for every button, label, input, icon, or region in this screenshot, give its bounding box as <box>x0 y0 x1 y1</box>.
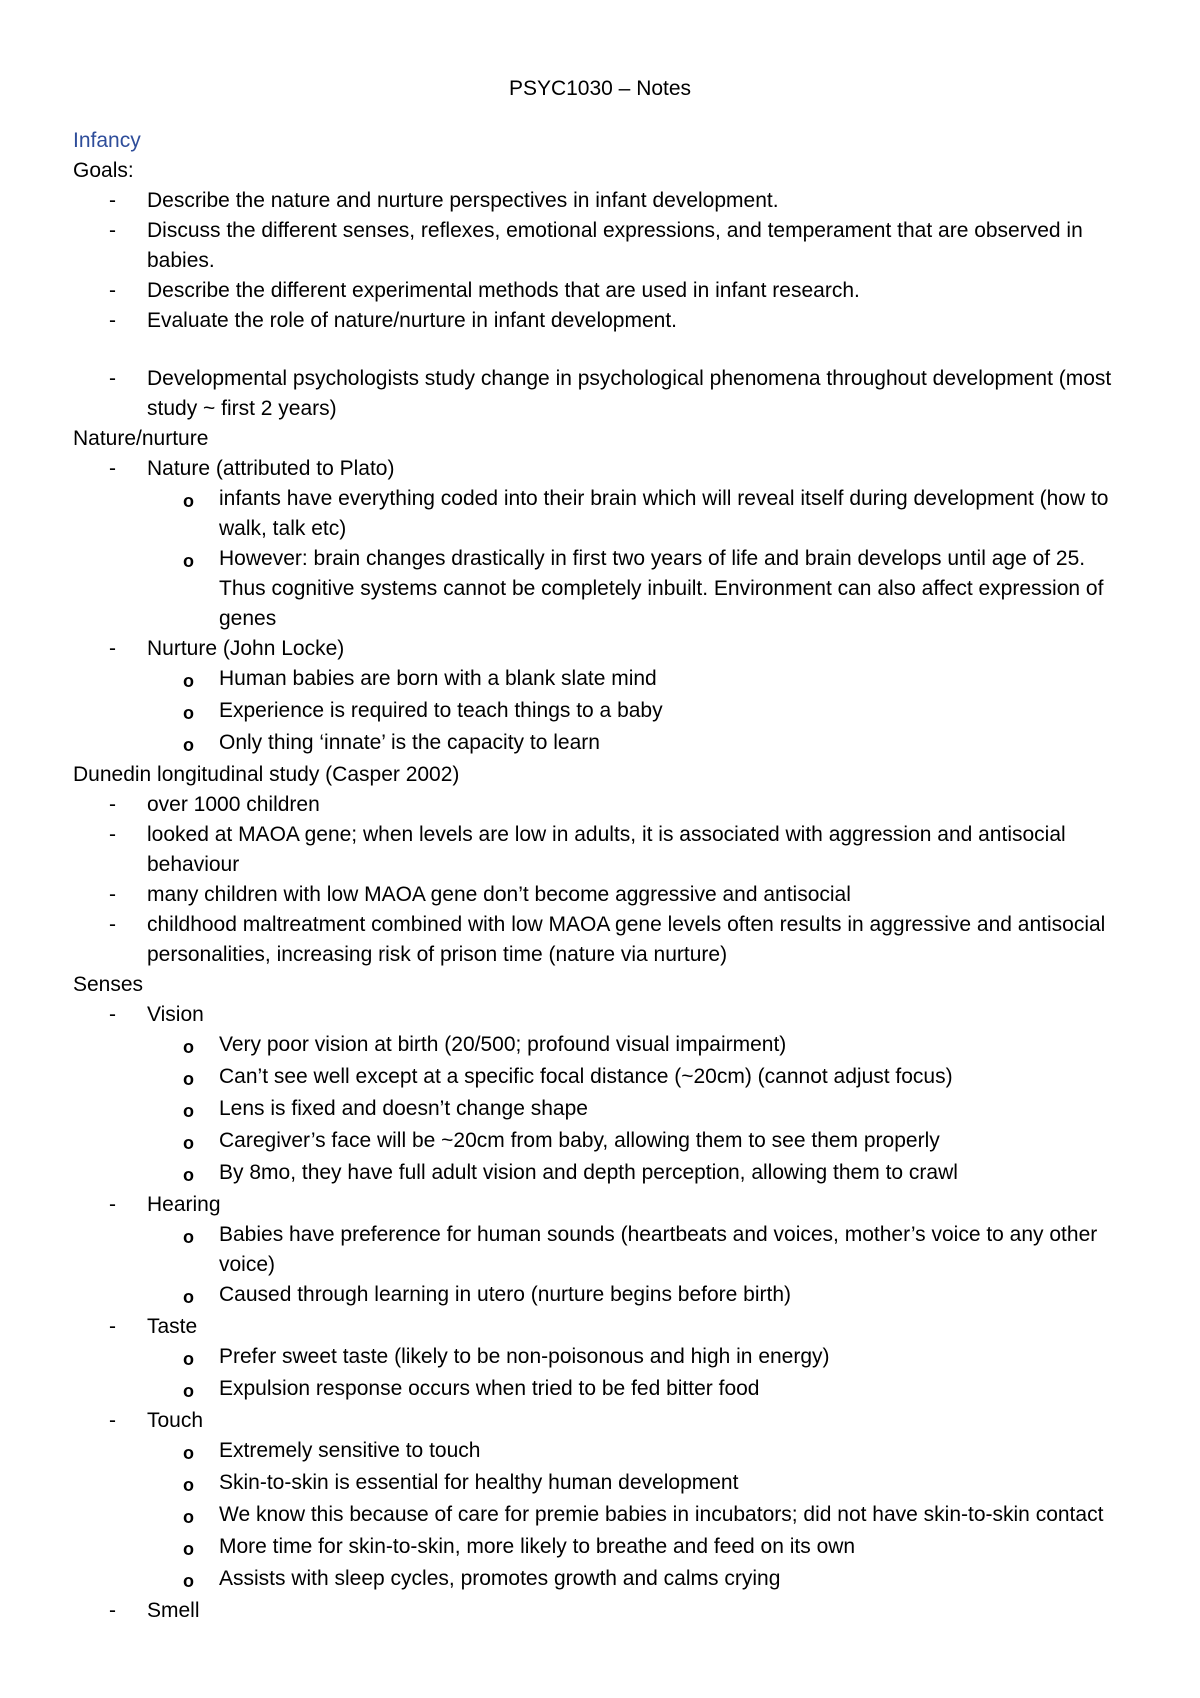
dash-bullet-icon: - <box>109 279 116 302</box>
dunedin-item <box>73 880 1133 910</box>
vision-label: Vision <box>147 1003 204 1026</box>
dunedin-item <box>73 790 1133 820</box>
dunedin-text: many children with low MAOA gene don’t become aggressive and antisocial <box>147 883 851 906</box>
circle-bullet-icon: o <box>183 1227 194 1247</box>
touch-point <box>73 1500 1133 1532</box>
dunedin-text: looked at MAOA gene; when levels are low in adults, it is associated with aggression and antisocial behaviour <box>147 823 1066 876</box>
dunedin-text: childhood maltreatment combined with low MAOA gene levels often results in aggressive and antisocial personalities, increasing risk of prison time (nature via nurture) <box>147 913 1106 966</box>
dash-bullet-icon: - <box>109 367 116 390</box>
spacer <box>73 336 1133 364</box>
dash-bullet-icon: - <box>109 1193 116 1216</box>
heading-infancy: Infancy <box>73 129 141 152</box>
circle-bullet-icon: o <box>183 1381 194 1401</box>
dash-bullet-icon: - <box>109 1315 116 1338</box>
vision-item <box>73 1000 1133 1030</box>
heading-dunedin: Dunedin longitudinal study (Casper 2002) <box>73 763 460 786</box>
vision-point-text: By 8mo, they have full adult vision and depth perception, allowing them to crawl <box>219 1161 958 1184</box>
circle-bullet-icon: o <box>183 1069 194 1089</box>
dash-bullet-icon: - <box>109 637 116 660</box>
nature-point <box>73 484 1133 544</box>
taste-point <box>73 1342 1133 1374</box>
circle-bullet-icon: o <box>183 1507 194 1527</box>
nature-label: Nature (attributed to Plato) <box>147 457 395 480</box>
goals-label: Goals: <box>73 159 134 182</box>
goal-text: Evaluate the role of nature/nurture in infant development. <box>147 309 678 332</box>
vision-point-text: Lens is fixed and doesn’t change shape <box>219 1097 588 1120</box>
touch-point-text: Skin-to-skin is essential for healthy human development <box>219 1471 739 1494</box>
vision-point <box>73 1030 1133 1062</box>
goal-item <box>73 216 1133 276</box>
vision-point <box>73 1126 1133 1158</box>
circle-bullet-icon: o <box>183 491 194 511</box>
taste-point <box>73 1374 1133 1406</box>
nurture-point <box>73 728 1133 760</box>
dash-bullet-icon: - <box>109 1003 116 1026</box>
touch-point-text: We know this because of care for premie babies in incubators; did not have skin-to-skin contact <box>219 1503 1104 1526</box>
circle-bullet-icon: o <box>183 1133 194 1153</box>
dash-bullet-icon: - <box>109 457 116 480</box>
circle-bullet-icon: o <box>183 1475 194 1495</box>
hearing-point <box>73 1220 1133 1280</box>
taste-point-text: Prefer sweet taste (likely to be non-poisonous and high in energy) <box>219 1345 830 1368</box>
hearing-point-text: Babies have preference for human sounds (heartbeats and voices, mother’s voice to any other voice) <box>219 1223 1098 1276</box>
nature-point <box>73 544 1133 634</box>
circle-bullet-icon: o <box>183 735 194 755</box>
vision-point-text: Caregiver’s face will be ~20cm from baby, allowing them to see them properly <box>219 1129 940 1152</box>
taste-label: Taste <box>147 1315 198 1338</box>
circle-bullet-icon: o <box>183 671 194 691</box>
nurture-point <box>73 664 1133 696</box>
circle-bullet-icon: o <box>183 1101 194 1121</box>
nature-point-text: However: brain changes drastically in first two years of life and brain develops until age of 25. Thus cognitive systems cannot be completely inbuilt. Environment can also affect expression of genes <box>219 547 1104 630</box>
goal-item <box>73 276 1133 306</box>
dash-bullet-icon: - <box>109 793 116 816</box>
taste-item <box>73 1312 1133 1342</box>
intro-item <box>73 364 1133 424</box>
intro-text: Developmental psychologists study change in psychological phenomena throughout development (most study ~ first 2 years) <box>147 367 1112 420</box>
dash-bullet-icon: - <box>109 189 116 212</box>
dash-bullet-icon: - <box>109 309 116 332</box>
hearing-point-text: Caused through learning in utero (nurture begins before birth) <box>219 1283 792 1306</box>
touch-point-text: Extremely sensitive to touch <box>219 1439 481 1462</box>
dunedin-item <box>73 820 1133 880</box>
dunedin-item <box>73 910 1133 970</box>
circle-bullet-icon: o <box>183 1539 194 1559</box>
touch-point <box>73 1468 1133 1500</box>
vision-point <box>73 1094 1133 1126</box>
nurture-point-text: Human babies are born with a blank slate mind <box>219 667 657 690</box>
circle-bullet-icon: o <box>183 1349 194 1369</box>
nurture-point-text: Experience is required to teach things to a baby <box>219 699 663 722</box>
document-body <box>73 126 1133 1626</box>
nature-point-text: infants have everything coded into their brain which will reveal itself during development (how to walk, talk etc) <box>219 487 1109 540</box>
touch-point-text: More time for skin-to-skin, more likely to breathe and feed on its own <box>219 1535 856 1558</box>
vision-point <box>73 1062 1133 1094</box>
circle-bullet-icon: o <box>183 1287 194 1307</box>
nurture-label: Nurture (John Locke) <box>147 637 345 660</box>
dash-bullet-icon: - <box>109 1599 116 1622</box>
goal-item <box>73 186 1133 216</box>
smell-label: Smell <box>147 1599 200 1622</box>
circle-bullet-icon: o <box>183 1165 194 1185</box>
goal-item <box>73 306 1133 336</box>
vision-point-text: Can’t see well except at a specific focal distance (~20cm) (cannot adjust focus) <box>219 1065 953 1088</box>
heading-senses: Senses <box>73 973 144 996</box>
circle-bullet-icon: o <box>183 1443 194 1463</box>
document-title: PSYC1030 – Notes <box>508 77 692 100</box>
taste-point-text: Expulsion response occurs when tried to be fed bitter food <box>219 1377 760 1400</box>
nurture-item <box>73 634 1133 664</box>
dunedin-text: over 1000 children <box>147 793 320 816</box>
hearing-label: Hearing <box>147 1193 221 1216</box>
dash-bullet-icon: - <box>109 913 116 936</box>
goal-text: Describe the nature and nurture perspectives in infant development. <box>147 189 779 212</box>
dash-bullet-icon: - <box>109 883 116 906</box>
hearing-point <box>73 1280 1133 1312</box>
dash-bullet-icon: - <box>109 823 116 846</box>
goal-text: Describe the different experimental methods that are used in infant research. <box>147 279 860 302</box>
vision-point-text: Very poor vision at birth (20/500; profound visual impairment) <box>219 1033 787 1056</box>
goal-text: Discuss the different senses, reflexes, emotional expressions, and temperament that are observed in babies. <box>147 219 1083 272</box>
circle-bullet-icon: o <box>183 1571 194 1591</box>
nurture-point-text: Only thing ‘innate’ is the capacity to learn <box>219 731 600 754</box>
touch-label: Touch <box>147 1409 204 1432</box>
heading-nature-nurture: Nature/nurture <box>73 427 209 450</box>
smell-item <box>73 1596 1133 1626</box>
nurture-point <box>73 696 1133 728</box>
circle-bullet-icon: o <box>183 1037 194 1057</box>
dash-bullet-icon: - <box>109 1409 116 1432</box>
dash-bullet-icon: - <box>109 219 116 242</box>
touch-point <box>73 1436 1133 1468</box>
circle-bullet-icon: o <box>183 551 194 571</box>
touch-item <box>73 1406 1133 1436</box>
nature-item <box>73 454 1133 484</box>
circle-bullet-icon: o <box>183 703 194 723</box>
touch-point <box>73 1532 1133 1564</box>
hearing-item <box>73 1190 1133 1220</box>
touch-point-text: Assists with sleep cycles, promotes growth and calms crying <box>219 1567 781 1590</box>
vision-point <box>73 1158 1133 1190</box>
touch-point <box>73 1564 1133 1596</box>
